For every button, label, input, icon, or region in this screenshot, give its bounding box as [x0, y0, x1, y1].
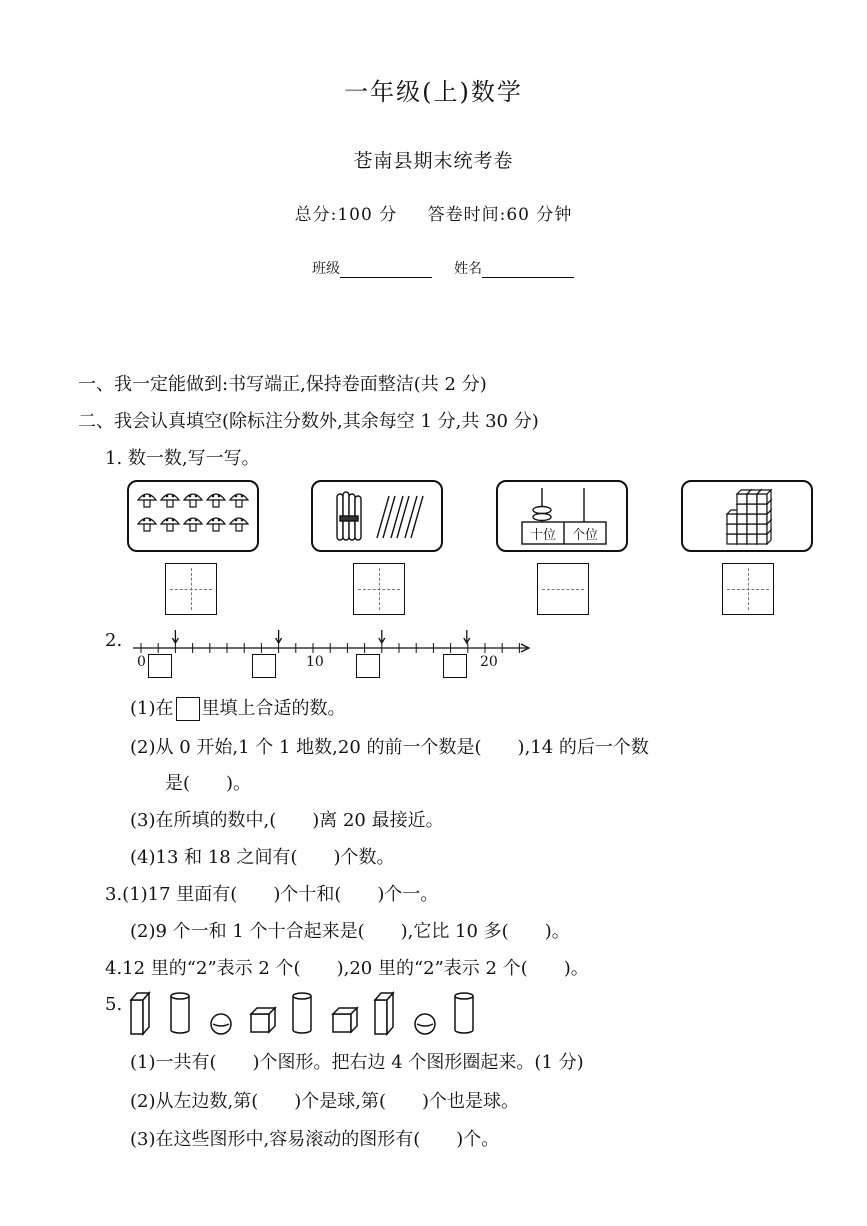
cube-icon [251, 1008, 275, 1032]
q5-part1: (1)一共有( )个图形。把右边 4 个图形圈起来。(1 分) [130, 1052, 584, 1073]
q2-part1-tail: 里填上合适的数。 [201, 698, 346, 719]
tens-label: 十位 [529, 528, 556, 543]
sticks-picture [311, 480, 443, 552]
cuboid-icon [375, 993, 393, 1034]
answer-grid-3[interactable] [537, 563, 589, 615]
mushroom-icon [184, 494, 202, 507]
q5-part3: (3)在这些图形中,容易滚动的图形有( )个。 [130, 1129, 500, 1150]
sphere-icon [415, 1014, 435, 1034]
q4-text: 4.12 里的“2”表示 2 个( ),20 里的“2”表示 2 个( )。 [105, 958, 589, 979]
sticks-icon [313, 482, 441, 550]
cubes-picture [681, 480, 813, 552]
class-label: 班级 [312, 261, 340, 277]
q2-part1-lead: (1)在 [130, 698, 174, 719]
name-field[interactable] [454, 258, 574, 278]
mushroom-picture [127, 480, 259, 552]
ones-label: 个位 [571, 528, 598, 543]
tick-label-0: 0 [137, 654, 146, 670]
number-box-3[interactable] [356, 654, 380, 678]
q2-part2-line2: 是( )。 [165, 773, 252, 794]
q1-label: 1. 数一数,写一写。 [105, 448, 260, 469]
sample-box-icon [176, 697, 200, 721]
shapes-row [125, 990, 505, 1040]
answer-grid-1[interactable] [165, 563, 217, 615]
cubes-icon [683, 482, 811, 550]
mushroom-icon [207, 494, 225, 507]
q5-number: 5. [105, 994, 123, 1015]
cube-icon [333, 1008, 357, 1032]
number-box-2[interactable] [252, 654, 276, 678]
mushroom-icon [230, 518, 248, 531]
section-1-heading: 一、我一定能做到:书写端正,保持卷面整洁(共 2 分) [78, 374, 487, 395]
number-box-4[interactable] [443, 654, 467, 678]
abacus-picture [496, 480, 628, 552]
answer-grid-4[interactable] [722, 563, 774, 615]
name-blank[interactable] [482, 263, 574, 278]
mushroom-icon [161, 518, 179, 531]
class-field[interactable] [312, 258, 432, 278]
q5-part2: (2)从左边数,第( )个是球,第( )个也是球。 [130, 1091, 520, 1112]
q2-part3: (3)在所填的数中,( )离 20 最接近。 [130, 810, 444, 831]
q2-number: 2. [105, 630, 123, 651]
cylinder-icon [293, 993, 311, 1033]
q2-part4: (4)13 和 18 之间有( )个数。 [130, 847, 395, 868]
class-blank[interactable] [340, 263, 432, 278]
mushroom-icon [138, 494, 156, 507]
cylinder-icon [455, 993, 473, 1033]
cylinder-icon [171, 993, 189, 1033]
exam-meta [0, 200, 867, 225]
page-title: 一年级(上)数学 [344, 78, 523, 106]
mushroom-icon [138, 518, 156, 531]
q2-part2-line1: (2)从 0 开始,1 个 1 地数,20 的前一个数是( ),14 的后一个数 [130, 737, 649, 758]
tick-label-20: 20 [480, 654, 498, 670]
cuboid-icon [131, 993, 149, 1034]
q3-part2: (2)9 个一和 1 个十合起来是( ),它比 10 多( )。 [130, 921, 570, 942]
answer-grid-2[interactable] [353, 563, 405, 615]
name-label: 姓名 [454, 261, 482, 277]
sphere-icon [211, 1014, 231, 1034]
mushroom-icon [230, 494, 248, 507]
q2-part1 [130, 694, 346, 721]
q3-part1: 3.(1)17 里面有( )个十和( )个一。 [105, 884, 439, 905]
section-2-heading: 二、我会认真填空(除标注分数外,其余每空 1 分,共 30 分) [78, 411, 539, 432]
number-box-1[interactable] [148, 654, 172, 678]
mushroom-icon [207, 518, 225, 531]
exam-time: 答卷时间:60 分钟 [427, 205, 573, 225]
tick-label-10: 10 [306, 654, 324, 670]
exam-subtitle: 苍南县期末统考卷 [353, 150, 514, 172]
mushroom-icon [129, 482, 257, 550]
mushroom-icon [184, 518, 202, 531]
mushroom-icon [161, 494, 179, 507]
total-score: 总分:100 分 [294, 205, 398, 225]
